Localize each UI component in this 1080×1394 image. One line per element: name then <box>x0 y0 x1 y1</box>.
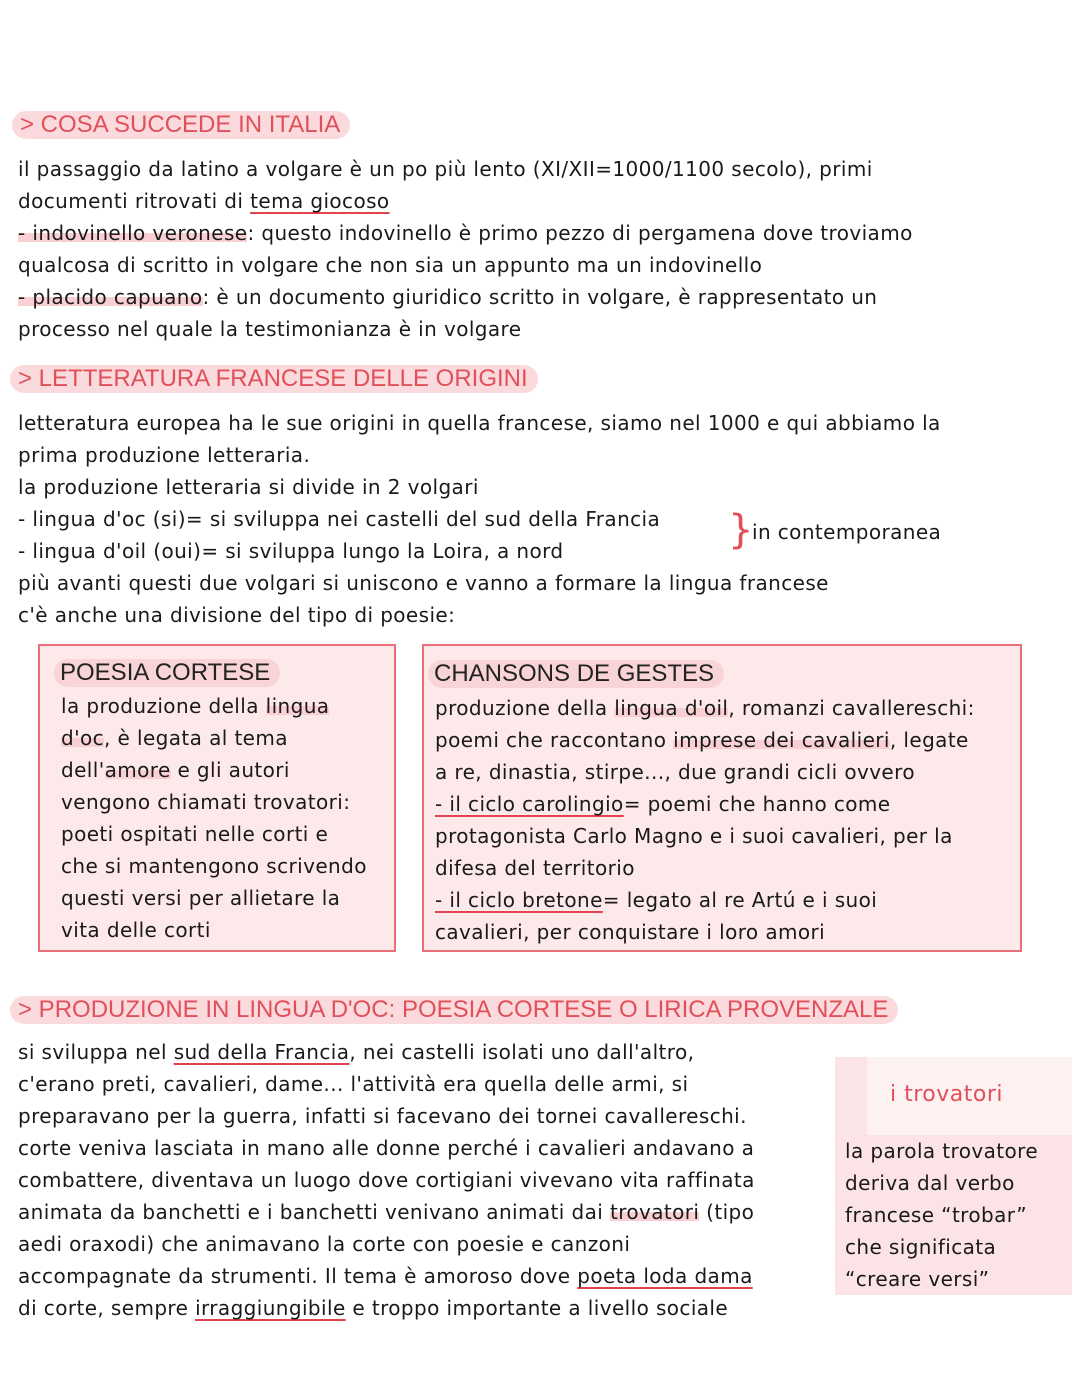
text-line <box>18 471 479 503</box>
text-segment: e troppo importante a livello sociale <box>345 1296 729 1320</box>
text-line <box>61 754 290 786</box>
trovatori-sidebox-stripe <box>835 1057 867 1135</box>
poesia-cortese-title: POESIA CORTESE <box>54 659 280 687</box>
heading-letteratura-francese: > LETTERATURA FRANCESE DELLE ORIGINI <box>10 365 538 393</box>
text-segment: difesa del territorio <box>435 856 635 880</box>
text-line <box>18 249 762 281</box>
text-segment: la produzione della <box>61 694 266 718</box>
text-segment: qualcosa di scritto in volgare che non sia un appunto ma un indovinello <box>18 253 763 277</box>
text-segment: c'è anche una divisione del tipo di poesie: <box>18 603 456 627</box>
highlighted-text: amore <box>104 758 171 782</box>
text-segment: più avanti questi due volgari si uniscono e vanno a formare la lingua francese <box>18 571 829 595</box>
text-line <box>18 1068 688 1100</box>
text-segment: la produzione letteraria si divide in 2 volgari <box>18 475 479 499</box>
text-segment: processo nel quale la testimonianza è in volgare <box>18 317 522 341</box>
text-segment: - lingua d'oil (oui)= si sviluppa lungo la Loira, a nord <box>18 539 564 563</box>
text-line <box>61 722 288 754</box>
text-segment: la parola trovatore <box>845 1139 1039 1163</box>
text-line <box>845 1231 996 1263</box>
text-segment: corte veniva lasciata in mano alle donne perché i cavalieri andavano a <box>18 1136 755 1160</box>
text-line <box>18 217 913 249</box>
text-segment: protagonista Carlo Magno e i suoi cavalieri, per la <box>435 824 953 848</box>
text-line <box>18 535 563 567</box>
text-segment: che significata <box>845 1235 997 1259</box>
text-segment: vita delle corti <box>61 918 211 942</box>
text-segment: deriva dal verbo <box>845 1171 1015 1195</box>
highlighted-text: lingua d'oil <box>614 696 729 720</box>
text-segment: combattere, diventava un luogo dove cortigiani vivevano vita raffinata <box>18 1168 755 1192</box>
text-segment: prima produzione letteraria. <box>18 443 311 467</box>
highlighted-text: - indovinello veronese <box>18 221 248 245</box>
highlighted-text: trovatori <box>609 1200 700 1224</box>
highlighted-text: - placido capuano <box>18 285 203 309</box>
text-line <box>435 692 975 724</box>
text-line <box>18 407 941 439</box>
text-segment: produzione della <box>435 696 615 720</box>
text-segment: c'erano preti, cavalieri, dame... l'attività era quella delle armi, si <box>18 1072 689 1096</box>
text-line <box>18 1164 755 1196</box>
text-line <box>61 850 367 882</box>
underlined-text: - il ciclo bretone <box>435 888 603 912</box>
brace-note: in contemporanea <box>752 520 942 544</box>
text-line <box>18 599 455 631</box>
text-segment: cavalieri, per conquistare i loro amori <box>435 920 826 944</box>
text-line <box>18 1260 753 1292</box>
text-segment: accompagnate da strumenti. Il tema è amoroso dove <box>18 1264 578 1288</box>
text-line <box>18 1292 728 1324</box>
text-line <box>18 1228 630 1260</box>
text-line <box>435 788 890 820</box>
text-segment: francese “trobar” <box>845 1203 1027 1227</box>
text-line <box>18 1132 754 1164</box>
chansons-de-gestes-title: CHANSONS DE GESTES <box>428 660 724 688</box>
text-segment: = legato al re Artú e i suoi <box>602 888 878 912</box>
underlined-text: irraggiungibile <box>195 1296 346 1320</box>
text-segment: preparavano per la guerra, infatti si facevano dei tornei cavallereschi. <box>18 1104 747 1128</box>
text-segment: dell' <box>61 758 105 782</box>
text-line <box>18 281 877 313</box>
text-segment: poeti ospitati nelle corti e <box>61 822 329 846</box>
text-segment: (tipo <box>699 1200 755 1224</box>
underlined-text: poeta loda dama <box>577 1264 753 1288</box>
text-segment: questi versi per allietare la <box>61 886 341 910</box>
text-line <box>18 153 873 185</box>
underlined-text: sud della Francia <box>173 1040 350 1064</box>
text-line <box>845 1167 1015 1199</box>
highlighted-text: lingua <box>265 694 330 718</box>
text-segment: : questo indovinello è primo pezzo di pergamena dove troviamo <box>247 221 913 245</box>
text-line <box>435 820 953 852</box>
text-segment: si sviluppa nel <box>18 1040 174 1064</box>
text-line <box>61 914 211 946</box>
text-segment: a re, dinastia, stirpe..., due grandi cicli ovvero <box>435 760 915 784</box>
underlined-text: - il ciclo carolingio <box>435 792 624 816</box>
text-segment: , è legata al tema <box>104 726 288 750</box>
text-line <box>18 1100 747 1132</box>
text-segment: letteratura europea ha le sue origini in quella francese, siamo nel 1000 e qui abbiamo la <box>18 411 941 435</box>
text-line <box>435 916 825 948</box>
text-segment: che si mantengono scrivendo <box>61 854 367 878</box>
text-line <box>435 756 915 788</box>
text-line <box>61 818 328 850</box>
text-line <box>18 185 390 217</box>
text-segment: : è un documento giuridico scritto in volgare, è rappresentato un <box>202 285 878 309</box>
brace-icon: } <box>728 507 754 553</box>
heading-produzione-lingua-doc: > PRODUZIONE IN LINGUA D'OC: POESIA CORTESE O LIRICA PROVENZALE <box>10 996 898 1024</box>
text-segment: “creare versi” <box>845 1267 990 1291</box>
text-line <box>845 1263 989 1295</box>
highlighted-text: d'oc <box>61 726 105 750</box>
text-segment: aedi oraxodi) che animavano la corte con poesie e canzoni <box>18 1232 631 1256</box>
text-line <box>61 882 340 914</box>
text-segment: e gli autori <box>170 758 290 782</box>
text-segment: = poemi che hanno come <box>623 792 891 816</box>
text-segment: di corte, sempre <box>18 1296 196 1320</box>
text-line <box>845 1199 1027 1231</box>
text-segment: , romanzi cavallereschi: <box>728 696 975 720</box>
text-line <box>18 313 521 345</box>
text-segment: documenti ritrovati di <box>18 189 251 213</box>
text-line <box>61 786 350 818</box>
text-line <box>18 439 310 471</box>
text-line <box>845 1135 1038 1167</box>
text-line <box>435 724 969 756</box>
text-line <box>435 852 635 884</box>
trovatori-title: i trovatori <box>890 1082 1003 1107</box>
text-segment: - lingua d'oc (si)= si sviluppa nei castelli del sud della Francia <box>18 507 661 531</box>
text-line <box>18 1036 694 1068</box>
text-line <box>435 884 877 916</box>
text-segment: il passaggio da latino a volgare è un po più lento (XI/XII=1000/1100 secolo), primi <box>18 157 873 181</box>
text-segment: , nei castelli isolati uno dall'altro, <box>349 1040 695 1064</box>
text-line <box>18 567 829 599</box>
underlined-text: tema giocoso <box>250 189 390 213</box>
text-line <box>18 1196 754 1228</box>
text-segment: , legate <box>889 728 969 752</box>
heading-cosa-succede-in-italia: > COSA SUCCEDE IN ITALIA <box>12 111 350 139</box>
text-segment: poemi che raccontano <box>435 728 674 752</box>
text-line <box>18 503 660 535</box>
text-segment: vengono chiamati trovatori: <box>61 790 351 814</box>
text-segment: animata da banchetti e i banchetti venivano animati dai <box>18 1200 610 1224</box>
text-line <box>61 690 329 722</box>
highlighted-text: imprese dei cavalieri <box>673 728 890 752</box>
